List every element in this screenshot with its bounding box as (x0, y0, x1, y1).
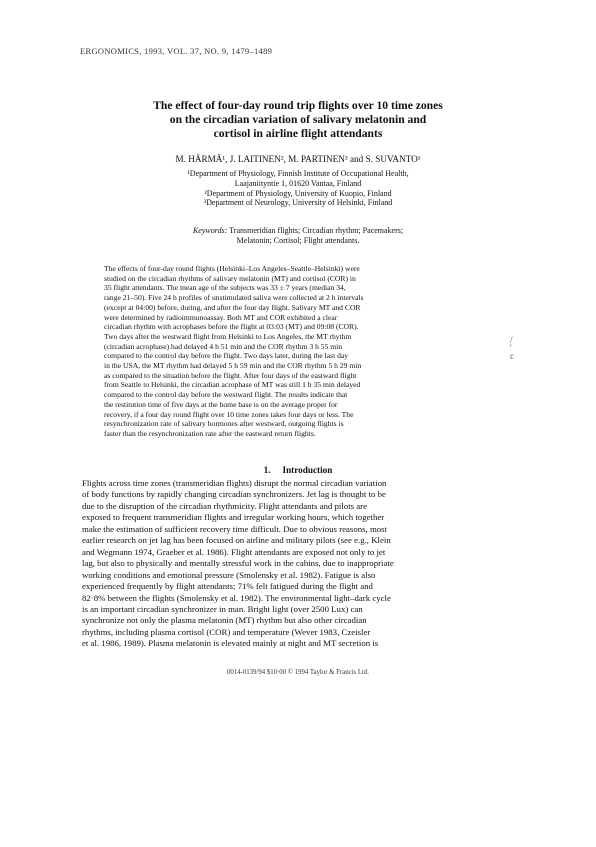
abstract-line: recovery, if a four day round flight over 10 time zones takes four days or less. The (104, 409, 354, 419)
abstract-line: the restitution time of five days at the home base is on the average proper for (104, 399, 338, 409)
section-number: 1. (263, 465, 271, 475)
journal-citation-header: ERGONOMICS, 1993, VOL. 37, NO. 9, 1479–1489 (80, 46, 273, 56)
section-title: Introduction (282, 465, 333, 475)
body-line: Flights across time zones (transmeridian flights) disrupt the normal circadian variation (82, 478, 387, 488)
body-line: and Wegmann 1974, Graeber et al. 1986). Flight attendants are exposed not only to jet (82, 546, 386, 557)
margin-mark-text: / ' c (510, 335, 514, 361)
handwritten-margin-mark (510, 336, 514, 360)
affiliation-line: Laajaniityntie 1, 01620 Vantaa, Finland (234, 178, 362, 188)
keywords-line: Melatonin; Cortisol; Flight attendants. (236, 236, 360, 245)
affiliation-line: ³Department of Neurology, University of Helsinki, Finland (203, 198, 393, 208)
author-list: M. HÄRMÄ¹, J. LAITINEN², M. PARTINEN³ and S. SUVANTO¹ (175, 154, 421, 164)
abstract-line: resynchronization rate of salivary hormones after westward, outgoing flights is (104, 419, 344, 429)
keywords-line (60, 226, 536, 236)
body-line: earlier research on jet lag has been focused on airline and military pilots (see e.g., Klein (82, 535, 391, 546)
keywords-block (60, 226, 536, 246)
body-line: of body functions by rapidly changing circadian synchronizers. Jet lag is thought to be (82, 489, 386, 500)
body-line: experienced frequently by flight attendants; 71% felt fatigued during the flight and (82, 581, 373, 592)
body-line: lag, but also to physically and mentally stressful work in the cabins, due to inappropriate (82, 558, 394, 569)
abstract-line: were determined by radioimmunoassay. Both MT and COR exhibited a clear (104, 312, 338, 322)
keywords-label: Keywords: (192, 226, 228, 235)
copyright-footer: 0014-0139/94 $10·00 © 1994 Taylor & Francis Ltd. (227, 669, 369, 676)
abstract (104, 264, 495, 439)
body-line: exposed to frequent transmeridian flights and irregular working hours, which together (82, 512, 385, 523)
body-line: rhythms, including plasma cortisol (COR) and temperature (Wever 1983, Czeisler (82, 626, 371, 637)
abstract-line: as compared to the situation before the flight. After four days of the eastward flight (104, 370, 357, 380)
abstract-line: compared to the control day before the flight. Two days later, during the last day (104, 351, 349, 361)
affiliation-line: ¹Department of Physiology, Finnish Institute of Occupational Health, (187, 169, 409, 178)
abstract-line: 35 flight attendants. The mean age of the subjects was 33 ± 7 years (median 34, (104, 283, 346, 293)
abstract-line: faster than the resynchronization rate after the eastward return flights. (104, 428, 316, 438)
section-heading (60, 465, 536, 475)
abstract-line: range 21–50). Five 24 h profiles of unstimulated saliva were collected at 2 h intervals (104, 293, 364, 303)
abstract-line: Two days after the westward flight from Helsinki to Los Angeles, the MT rhythm (104, 331, 352, 341)
title-line: cortisol in airline flight attendants (213, 127, 383, 140)
abstract-line: (circadian acrophase) had delayed 4 h 51 min and the COR rhythm 3 h 55 min (104, 341, 343, 351)
affiliation-line: ²Department of Physiology, University of Kuopio, Finland (204, 188, 392, 198)
abstract-line: from Seattle to Helsinki, the circadian acrophase of MT was still 1 h 35 min delayed (104, 380, 361, 390)
body-line: et al. 1986, 1989). Plasma melatonin is elevated mainly at night and MT secretion is (82, 638, 379, 649)
body-line: 82·8% between the flights (Smolensky et al. 1982). The environmental light–dark cycle (82, 592, 391, 603)
keywords-text: Transmeridian flights; Circadian rhythm; Pacemakers; (229, 226, 404, 235)
abstract-line: in the USA, the MT rhythm had delayed 5 h 59 min and the COR rhythm 5 h 29 min (104, 361, 362, 371)
abstract-line: compared to the control day before the westward flight. The results indicate that (104, 390, 348, 400)
introduction-body (82, 478, 522, 650)
body-line: synchronize not only the plasma melatonin (MT) rhythm but also other circadian (82, 615, 367, 626)
abstract-line: (except at 04:00) before, during, and after the four day flight. Salivary MT and COR (104, 302, 361, 312)
body-line: is an important circadian synchronizer in man. Bright light (over 2500 Lux) can (82, 603, 363, 614)
title-line: on the circadian variation of salivary melatonin and (169, 113, 427, 126)
body-line: due to the disruption of the circadian rhythmicity. Flight attendants and pilots are (82, 500, 368, 511)
affiliations (60, 169, 536, 208)
abstract-line: The effects of four-day round flights (Helsinki–Los Angeles–Seattle–Helsinki) were (104, 264, 360, 273)
paper-title (60, 99, 536, 141)
title-line: The effect of four-day round trip flights over 10 time zones (153, 99, 443, 112)
abstract-line: circadian rhythm with acrophases before the flight at 03:03 (MT) and 09:08 (COR). (104, 322, 359, 332)
body-line: make the estimation of sufficient recovery time difficult. Due to obvious reasons, most (82, 523, 388, 534)
abstract-line: studied on the circadian rhythms of salivary melatonin (MT) and cortisol (COR) in (104, 273, 356, 283)
body-line: working conditions and emotional pressure (Smolensky et al. 1982). Fatigue is also (82, 569, 376, 580)
